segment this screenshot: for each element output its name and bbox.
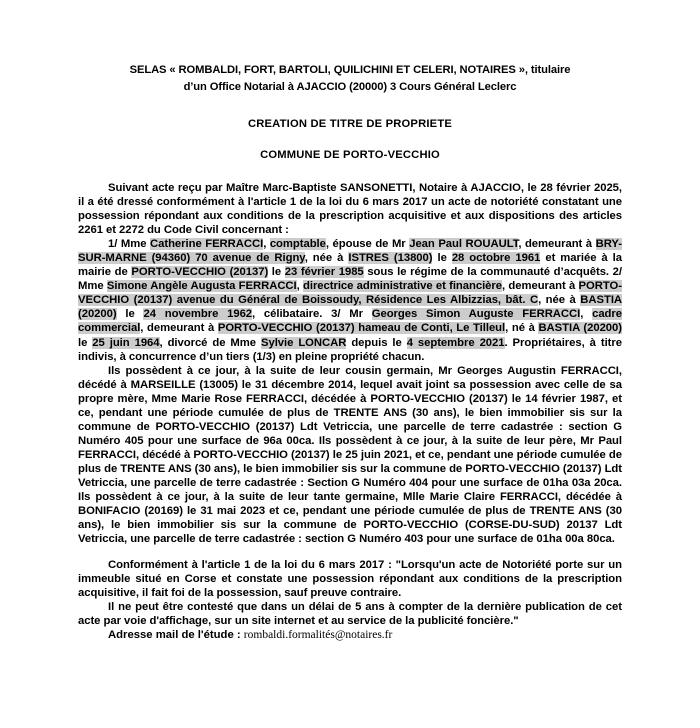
person3-exspouse-name: Sylvie LONCAR (261, 336, 347, 349)
email-address[interactable]: rombaldi.formalités@notaires.fr (243, 629, 393, 642)
person2-number: 2/ Mme (78, 266, 622, 293)
person3-birthplace: BASTIA (20200) (538, 322, 622, 335)
person2-sep2: , demeurant à (502, 280, 579, 293)
person1-name: Catherine FERRACCI (150, 238, 264, 251)
study-email-line (78, 628, 622, 642)
possession-text: Ils possèdent à ce jour, à la suite de leur cousin germain, Mr Georges Augustin FERRACCI, décédé à MARSEILLE (13005) le 31 décembre 2014, lequel avait joint sa possession avec celle de sa propre mère, Mme Marie Rose FERRACCI, décédée à PORTO-VECCHIO (20137) le 14 février 1987, et ce, pendant une période cumulée de plus de TRENTE ANS (30 ans), le bien immobilier sis sur la commune de PORTO-VECCHIO (20137) Ldt Vetriccia, une parcelle de terre cadastrée : section G Numéro 405 pour une surface de 96a 00ca. Ils possèdent à ce jour, à la suite de leur père, Mr Paul FERRACCI, décédé à PORTO-VECCHIO (20137) le 25 juin 2021, et ce, pendant une période cumulée de plus de TRENTE ANS (30 ans), le bien immobilier sis sur la commune de PORTO-VECCHIO (20137) Ldt Vetriccia, une parcelle de terre cadastrée : Section G Numéro 404 pour une surface de 01ha 03a 20ca. Ils possèdent à ce jour, à la suite de leur tante germaine, Mlle Marie Claire FERRACCI, décédée à BONIFACIO (20169) le 31 mai 2023 et ce, pendant une période cumulée de plus de TRENTE ANS (30 ans), le bien immobilier sis sur la commune de PORTO-VECCHIO (CORSE-DU-SUD) 20137 Ldt Vetriccia, une parcelle de terre cadastrée : section G Numéro 403 pour une surface de 01ha 00a 80ca. (78, 364, 622, 546)
person2-sep3: , née à (538, 294, 581, 307)
person3-sep6: depuis le (346, 336, 407, 349)
page-title: CREATION DE TITRE DE PROPRIETE (247, 118, 453, 130)
contestation-text: Il ne peut être contesté que dans un délai de 5 ans à compter de la dernière publication de cet acte par voie d'affichage, sur un site internet et au service de la publicité foncière." (78, 601, 622, 628)
person3-divorce-date: 4 septembre 2021 (406, 336, 505, 349)
person3-sep7: . Propriétaires, à titre indivis, à concurrence d’un tiers (1/3) en pleine propriété chacun. (78, 336, 622, 363)
person1-sep4: , née à (304, 252, 349, 265)
person3-sep3: , né à (505, 322, 539, 335)
person1-spouse-name: Jean Paul ROUAULT (409, 238, 519, 251)
email-label: Adresse mail de l'étude : (108, 629, 244, 642)
person2-sep4: le (116, 308, 144, 321)
person2-occupation: directrice administrative et financière (303, 280, 502, 293)
person1-birthplace: ISTRES (13800) (348, 252, 433, 265)
intro-text: Suivant acte reçu par Maître Marc-Baptiste SANSONETTI, Notaire à AJACCIO, le 28 février 2025, il a été dressé conformément à l'article 1 de la loi du 6 mars 2017 un acte de notoriété constatant une possession répondant aux conditions de la prescription acquisitive et aux dispositions des articles 2261 et 2272 du Code Civil concernant : (78, 182, 622, 237)
person3-sep5: , divorcé de Mme (159, 336, 261, 349)
person2-sep1: , (296, 280, 304, 293)
person1-sep7: le (268, 266, 285, 279)
person1-sep6: et mariée à la mairie de (78, 252, 622, 279)
paragraph-persons (78, 237, 622, 363)
person1-sep1: , (263, 238, 270, 251)
person3-sep4: le (78, 336, 93, 349)
person3-address: PORTO-VECCHIO (20137) hameau de Conti, Le Tilleul (217, 322, 506, 335)
person2-address: PORTO-VECCHIO (20137) avenue du Général de Boissoudy, Résidence Les Albizzias, bât. C (78, 280, 622, 307)
document-body (0, 181, 700, 643)
person3-birthdate: 25 juin 1964 (92, 336, 160, 349)
person3-number: 3/ Mr (331, 308, 372, 321)
person3-sep2: , demeurant à (140, 322, 218, 335)
person1-birthdate: 28 octobre 1961 (451, 252, 541, 265)
person3-occupation: cadre commercial (78, 308, 622, 335)
person1-marriage-date: 23 février 1985 (284, 266, 364, 279)
person1-sep5: le (432, 252, 452, 265)
letterhead (0, 0, 700, 96)
person1-sep2: , épouse de Mr (325, 238, 410, 251)
conformite-text: Conformément à l'article 1 de la loi du 6 mars 2017 : "Lorsqu'un acte de Notoriété porte sur un immeuble situé en Corse et constate une possession répondant aux conditions de la prescription acquisitive, il fait foi de la possession, sauf preuve contraire. (78, 559, 622, 600)
person1-sep3: , demeurant à (518, 238, 596, 251)
paragraph-contestation (78, 600, 622, 628)
person1-occupation: comptable (269, 238, 326, 251)
firm-name-line: SELAS « ROMBALDI, FORT, BARTOLI, QUILICHINI ET CELERI, NOTAIRES », titulaire (129, 64, 571, 76)
person2-sep5: , célibataire. (252, 308, 332, 321)
person1-number: 1/ Mme (108, 238, 151, 251)
person1-sep8: sous le régime de la communauté d’acquêts. (363, 266, 613, 279)
paragraph-possession (78, 364, 622, 547)
person1-marriage-place: PORTO-VECCHIO (20137) (131, 266, 269, 279)
person3-name: Georges Simon Auguste FERRACCI (371, 308, 581, 321)
person2-name: Simone Angèle Augusta FERRACCI (106, 280, 297, 293)
person1-address: BRY-SUR-MARNE (94360) 70 avenue de Rigny (78, 238, 622, 265)
office-address-line: d’un Office Notarial à AJACCIO (20000) 3 Cours Général Leclerc (183, 81, 517, 93)
document-title-block (0, 118, 700, 161)
person2-birthdate: 24 novembre 1962 (143, 308, 253, 321)
page-subtitle: COMMUNE DE PORTO-VECCHIO (260, 149, 440, 161)
person2-birthplace: BASTIA (20200) (78, 294, 623, 321)
person3-sep1: , (580, 308, 593, 321)
paragraph-conformite (78, 558, 622, 600)
paragraph-intro (78, 181, 622, 237)
